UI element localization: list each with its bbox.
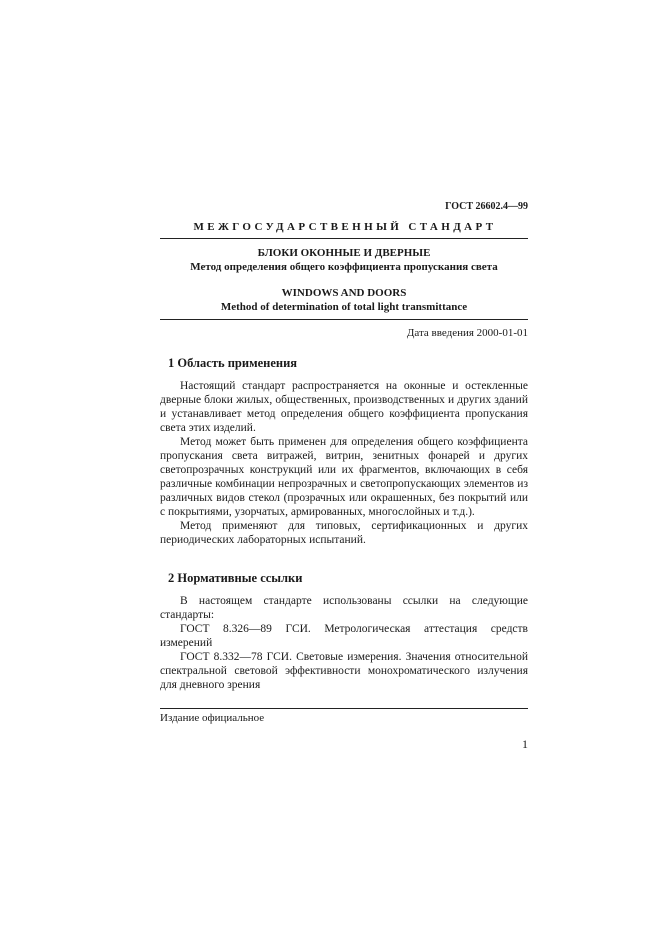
reference-item: ГОСТ 8.326—89 ГСИ. Метрологическая аттестация средств измерений (160, 623, 528, 649)
title-en: WINDOWS AND DOORS (281, 287, 407, 299)
subtitle-en: Method of determination of total light transmittance (220, 301, 468, 313)
reference-item: ГОСТ 8.332—78 ГСИ. Световые измерения. Значения относительной спектральной световой эффективности монохроматического излучения для дневного зрения (160, 651, 528, 691)
section-body-references (160, 594, 528, 692)
introduction-date: Дата введения 2000-01-01 (406, 327, 528, 339)
title-bottom-rule (160, 319, 528, 320)
paragraph: Метод применяют для типовых, сертификационных и других периодических лабораторных испытаний. (160, 520, 528, 546)
title-ru: БЛОКИ ОКОННЫЕ И ДВЕРНЫЕ (257, 247, 431, 259)
page-number: 1 (522, 737, 528, 751)
top-rule (160, 238, 528, 239)
footer-rule (160, 708, 528, 709)
section-body-scope (160, 379, 528, 547)
standard-category: МЕЖГОСУДАРСТВЕННЫЙ СТАНДАРТ (193, 221, 497, 233)
title-block-ru (160, 246, 528, 274)
paragraph: В настоящем стандарте использованы ссылки на следующие стандарты: (160, 595, 528, 621)
subtitle-ru: Метод определения общего коэффициента пропускания света (190, 261, 498, 273)
section-heading-references: 2 Нормативные ссылки (168, 571, 303, 585)
edition-note: Издание официальное (160, 712, 265, 724)
title-block-en (160, 286, 528, 314)
paragraph: Метод может быть применен для определения общего коэффициента пропускания света витражей, витрин, зенитных фонарей и других светопрозрачных конструкций или их фрагментов, включающих в себя различные комбинации непрозрачных и светопропускающих элементов из различных видов стекол (прозрачных или окрашенных, без покрытий или с покрытиями, узорчатых, армированных, многослойных и т.д.). (160, 436, 528, 518)
paragraph: Настоящий стандарт распространяется на оконные и остекленные дверные блоки жилых, общественных, производственных и других зданий и устанавливает метод определения общего коэффициента пропускания света этих изделий. (160, 380, 528, 434)
document-number: ГОСТ 26602.4—99 (445, 201, 528, 212)
section-heading-scope: 1 Область применения (168, 356, 298, 370)
